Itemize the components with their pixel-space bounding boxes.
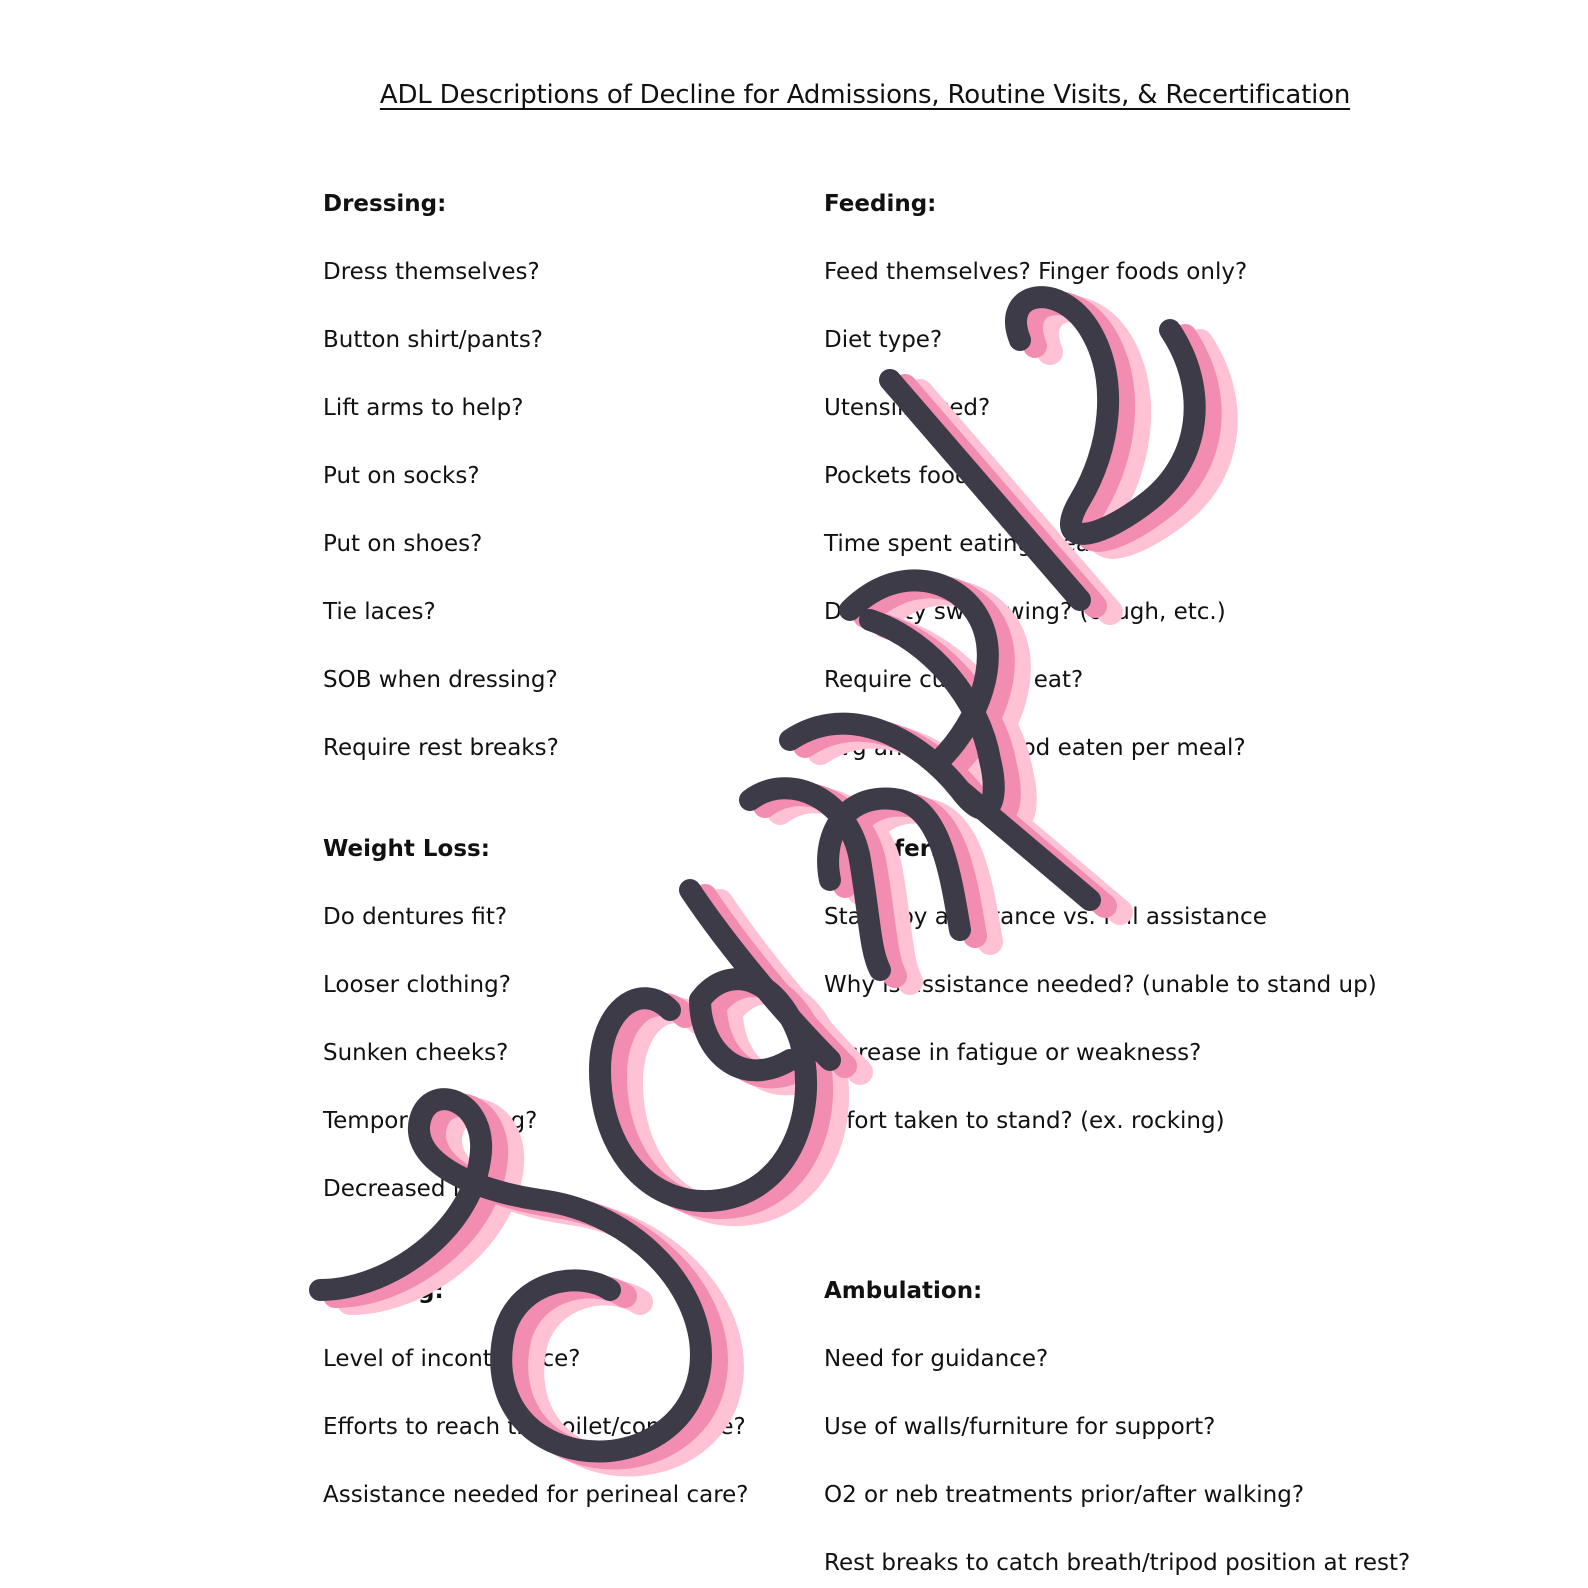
list-item: Avg amount of food eaten per meal? <box>824 735 1246 761</box>
section-heading-dressing: Dressing: <box>323 191 447 217</box>
list-item: Why is assistance needed? (unable to stand up) <box>824 972 1377 998</box>
document-title: ADL Descriptions of Decline for Admissions, Routine Visits, & Recertification <box>379 80 1351 110</box>
list-item: SOB when dressing? <box>323 667 558 693</box>
list-item: Button shirt/pants? <box>323 327 544 353</box>
list-item: Time spent eating meals? <box>824 531 1121 557</box>
list-item: Dress themselves? <box>323 259 540 285</box>
section-ambulation <box>824 1275 1410 1588</box>
section-heading-weight-loss: Weight Loss: <box>323 836 490 862</box>
list-item: Decreased MAC? <box>323 1176 517 1202</box>
section-heading-feeding: Feeding: <box>824 191 937 217</box>
list-item: Sunken cheeks? <box>323 1040 509 1066</box>
section-dressing <box>323 188 559 800</box>
list-item: Looser clothing? <box>323 972 511 998</box>
list-item: O2 or neb treatments prior/after walking? <box>824 1482 1305 1508</box>
list-item: Put on socks? <box>323 463 480 489</box>
section-toileting <box>323 1275 749 1547</box>
list-item: Increase in fatigue or weakness? <box>824 1040 1202 1066</box>
section-heading-ambulation: Ambulation: <box>824 1278 983 1304</box>
list-item: Difficulty swallowing? (cough, etc.) <box>824 599 1226 625</box>
list-item: Do dentures fit? <box>323 904 508 930</box>
section-transfers <box>824 833 1377 1173</box>
list-item: Lift arms to help? <box>323 395 524 421</box>
list-item: Feed themselves? Finger foods only? <box>824 259 1248 285</box>
list-item: Need for guidance? <box>824 1346 1049 1372</box>
list-item: Temporal wasting? <box>323 1108 538 1134</box>
list-item: Stand-by assistance vs. full assistance <box>824 904 1267 930</box>
list-item: Pockets food? <box>824 463 982 489</box>
list-item: Require cueing to eat? <box>824 667 1084 693</box>
list-item: Put on shoes? <box>323 531 483 557</box>
list-item: Level of incontinence? <box>323 1346 581 1372</box>
list-item: Rest breaks to catch breath/tripod position at rest? <box>824 1550 1411 1576</box>
list-item: Tie laces? <box>323 599 436 625</box>
list-item: Require rest breaks? <box>323 735 559 761</box>
section-heading-transfers: Transfers: <box>824 836 954 862</box>
list-item: Use of walls/furniture for support? <box>824 1414 1216 1440</box>
list-item: Diet type? <box>824 327 943 353</box>
list-item: Utensils used? <box>824 395 991 421</box>
list-item: Assistance needed for perineal care? <box>323 1482 749 1508</box>
section-heading-toileting: Toileting: <box>323 1278 444 1304</box>
section-feeding <box>824 188 1247 800</box>
list-item: Efforts to reach the toilet/commode? <box>323 1414 746 1440</box>
section-weight-loss <box>323 833 537 1241</box>
list-item: Effort taken to stand? (ex. rocking) <box>824 1108 1225 1134</box>
